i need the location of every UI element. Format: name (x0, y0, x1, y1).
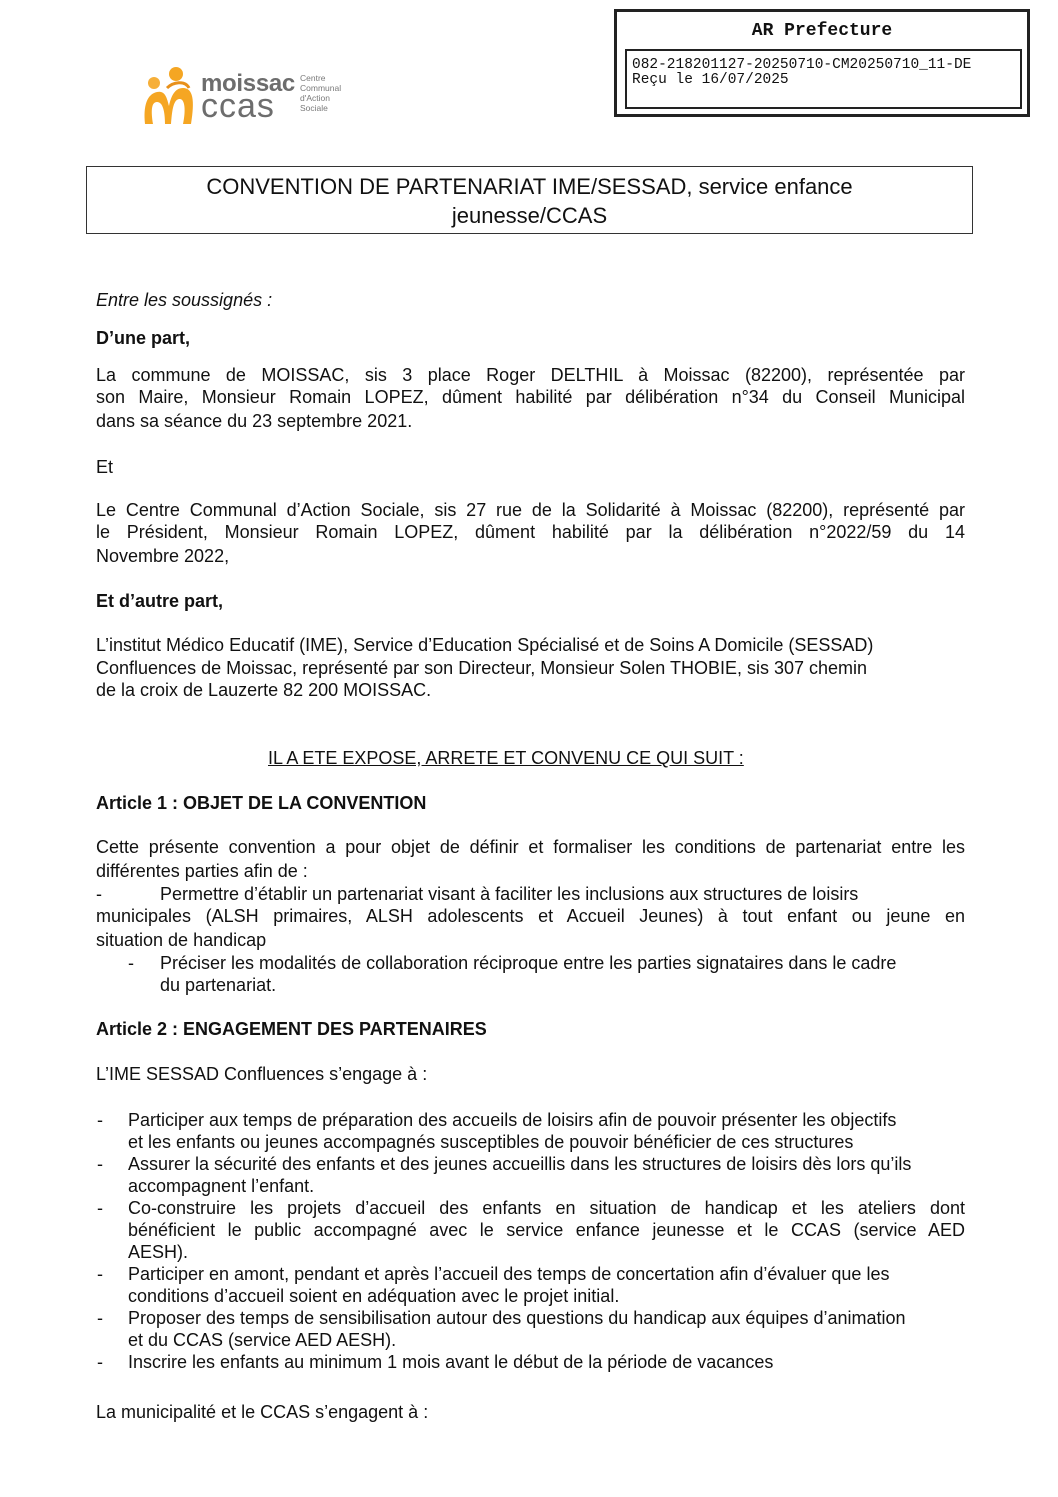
ime-paragraph-line: Confluences de Moissac, représenté par son Directeur, Monsieur Solen THOBIE, sis 307 chemin (96, 658, 868, 678)
ime-engagement-list (97, 1109, 965, 1373)
list-item-line: bénéficient le public accompagné avec le service enfance jeunesse et le CCAS (service AED (128, 1220, 965, 1240)
list-item-line: Co-construire les projets d’accueil des enfants en situation de handicap et les ateliers dont (128, 1198, 965, 1218)
list-item-line: et les enfants ou jeunes accompagnés susceptibles de pouvoir bénéficier de ces structures (128, 1132, 854, 1152)
list-item (97, 1153, 965, 1197)
list-item-line: Participer aux temps de préparation des accueils de loisirs afin de pouvoir présenter les objectifs (128, 1110, 897, 1130)
list-item (97, 1263, 965, 1307)
title-line: CONVENTION DE PARTENARIAT IME/SESSAD, service enfance (206, 174, 853, 199)
list-item (97, 1307, 965, 1351)
bullet-dash: - (97, 1264, 103, 1284)
dautre-part-heading: Et d’autre part, (96, 591, 224, 611)
list-item-line: conditions d’accueil soient en adéquation avec le projet initial. (128, 1286, 620, 1306)
article2-heading: Article 2 : ENGAGEMENT DES PARTENAIRES (96, 1019, 487, 1039)
logo-word-moissac: moissac (201, 70, 295, 97)
list-item (97, 1351, 965, 1373)
logo-tag-line: Sociale (300, 103, 328, 113)
list-item-line: Proposer des temps de sensibilisation autour des questions du handicap aux équipes d’animation (128, 1308, 906, 1328)
ccas-figure-icon (139, 66, 199, 128)
logo-tag-line: Centre (300, 73, 326, 83)
article1-paragraph-line: Cette présente convention a pour objet de définir et formaliser les conditions de partenariat entre les (96, 837, 965, 857)
list-item-line: Inscrire les enfants au minimum 1 mois avant le début de la période de vacances (128, 1352, 774, 1372)
municipality-engagement-intro: La municipalité et le CCAS s’engagent à : (96, 1402, 429, 1422)
stamp-reference: 082-218201127-20250710-CM20250710_11-DE (632, 57, 972, 73)
list-item-line: AESH). (128, 1242, 189, 1262)
ime-paragraph-line: L’institut Médico Educatif (IME), Service d’Education Spécialisé et de Soins A Domicile (SESSAD) (96, 635, 874, 655)
commune-paragraph-line: son Maire, Monsieur Romain LOPEZ, dûment habilité par délibération n°34 du Conseil Municipal (96, 387, 965, 407)
logo-tag-line: d'Action (300, 93, 330, 103)
article1-heading: Article 1 : OBJET DE LA CONVENTION (96, 793, 427, 813)
ime-paragraph-line: de la croix de Lauzerte 82 200 MOISSAC. (96, 680, 432, 700)
bullet-dash: - (97, 1308, 103, 1328)
list-item-line: Participer en amont, pendant et après l’accueil des temps de concertation afin d’évaluer que les (128, 1264, 890, 1284)
list-item-line: et du CCAS (service AED AESH). (128, 1330, 397, 1350)
ccas-paragraph-line: Le Centre Communal d’Action Sociale, sis 27 rue de la Solidarité à Moissac (82200), représenté par (96, 500, 965, 520)
moissac-ccas-logo (139, 66, 369, 128)
bullet-dash: - (97, 1110, 103, 1130)
title-line: jeunesse/CCAS (451, 203, 608, 228)
list-item-line: Assurer la sécurité des enfants et des jeunes accueillis dans les structures de loisirs dès lors qu’ils (128, 1154, 912, 1174)
bullet-dash: - (128, 953, 134, 973)
soussignes-label: Entre les soussignés : (96, 290, 273, 310)
article1-bullet-line: situation de handicap (96, 930, 267, 950)
article1-paragraph-line: différentes parties afin de : (96, 861, 308, 881)
list-item-line: accompagnent l’enfant. (128, 1176, 315, 1196)
expose-heading: IL A ETE EXPOSE, ARRETE ET CONVENU CE QUI SUIT : (268, 748, 744, 768)
logo-tagline (300, 73, 360, 113)
logo-word-ccas: ccas (201, 87, 275, 125)
ime-engagement-intro: L’IME SESSAD Confluences s’engage à : (96, 1064, 428, 1084)
commune-paragraph-line: La commune de MOISSAC, sis 3 place Roger DELTHIL à Moissac (82200), représentée par (96, 365, 965, 385)
bullet-dash: - (97, 1198, 103, 1218)
stamp-title: AR Prefecture (751, 21, 893, 41)
stamp-received-date: Reçu le 16/07/2025 (632, 72, 789, 88)
prefecture-stamp (614, 9, 1030, 117)
stamp-reference-box (625, 49, 1022, 109)
et-label: Et (96, 457, 114, 477)
article1-bullet-line: Permettre d’établir un partenariat visant à faciliter les inclusions aux structures de loisirs (160, 884, 859, 904)
bullet-dash: - (97, 1352, 103, 1372)
article1-bullet-line: Préciser les modalités de collaboration réciproque entre les parties signataires dans le cadre (160, 953, 897, 973)
bullet-dash: - (96, 884, 102, 904)
article1-bullet-line: municipales (ALSH primaires, ALSH adolescents et Accueil Jeunes) à tout enfant ou jeune en (96, 906, 965, 926)
ccas-paragraph-line: Novembre 2022, (96, 546, 230, 566)
document-title (86, 166, 973, 234)
article1-bullet-line: du partenariat. (160, 975, 277, 995)
logo-tag-line: Communal (300, 83, 342, 93)
ccas-paragraph-line: le Président, Monsieur Romain LOPEZ, dûment habilité par la délibération n°2022/59 du 14 (96, 522, 965, 542)
dune-part-heading: D’une part, (96, 328, 191, 348)
commune-paragraph-line: dans sa séance du 23 septembre 2021. (96, 411, 413, 431)
list-item (97, 1197, 965, 1263)
list-item (97, 1109, 965, 1153)
bullet-dash: - (97, 1154, 103, 1174)
